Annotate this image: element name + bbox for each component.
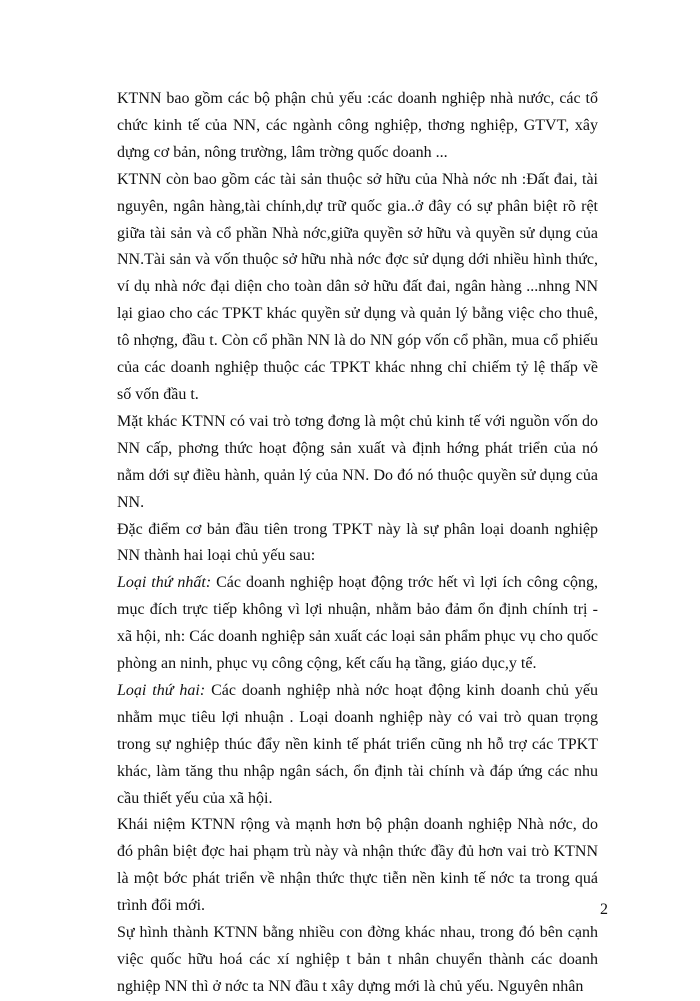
document-body — [117, 86, 598, 1001]
page-number: 2 — [600, 901, 608, 918]
paragraph: Mặt khác KTNN có vai trò tơng đơng là một chủ kinh tế với nguồn vốn do NN cấp, phơng thức hoạt động sản xuất và định hớng phát triển của nó nằm dới sự điều hành, quản lý của NN. Do đó nó thuộc quyền sử dụng của NN. — [117, 412, 598, 511]
paragraph — [117, 678, 598, 813]
paragraph: Sự hình thành KTNN bằng nhiều con đờng khác nhau, trong đó bên cạnh việc quốc hữu hoá các xí nghiệp t bản t nhân chuyển thành các doanh nghiệp NN thì ở nớc ta NN đầu t xây dựng mới là chủ yếu. Nguyên nhân — [117, 924, 598, 995]
paragraph: Khái niệm KTNN rộng và mạnh hơn bộ phận doanh nghiệp Nhà nớc, do đó phân biệt đợc hai phạm trù này và nhận thức đầy đủ hơn vai trò KTNN là một bớc phát triển về nhận thức thực tiễn nền kinh tế nớc ta trong quá trình đổi mới. — [117, 816, 598, 915]
paragraph — [117, 570, 598, 678]
paragraph-text: Các doanh nghiệp nhà nớc hoạt động kinh doanh chủ yếu nhằm mục tiêu lợi nhuận . Loại doanh nghiệp này có vai trò quan trọng trong sự nghiệp thúc đẩy nền kinh tế phát triển cũng nh hỗ trợ các TPKT khác, làm tăng thu nhập ngân sách, ổn định tài chính và đáp ứng các nhu cầu thiết yếu của xã hội. — [117, 681, 598, 807]
paragraph: KTNN bao gồm các bộ phận chủ yếu :các doanh nghiệp nhà nước, các tổ chức kinh tế của NN, các ngành công nghiệp, thơng nghiệp, GTVT, xây dựng cơ bản, nông trường, lâm trờng quốc doanh ... — [117, 90, 598, 161]
paragraph-lead-italic: Loại thứ nhất: — [117, 574, 212, 592]
paragraph: Đặc điểm cơ bản đầu tiên trong TPKT này là sự phân loại doanh nghiệp NN thành hai loại chủ yếu sau: — [117, 520, 598, 565]
paragraph-lead-italic: Loại thứ hai: — [117, 681, 206, 699]
paragraph-text: Các doanh nghiệp hoạt động trớc hết vì lợi ích công cộng, mục đích trực tiếp không vì lợi nhuận, nhằm bảo đảm ổn định chính trị - xã hội, nh: Các doanh nghiệp sản xuất các loại sản phẩm phục vụ cho quốc phòng an ninh, phục vụ công cộng, kết cấu hạ tầng, giáo dục,y tế. — [117, 574, 599, 673]
paragraph: KTNN còn bao gồm các tài sản thuộc sở hữu của Nhà nớc nh :Đất đai, tài nguyên, ngân hàng,tài chính,dự trữ quốc gia..ở đây có sự phân biệt rõ rệt giữa tài sản và cổ phần Nhà nớc,giữa quyền sở hữu và quyền sử dụng của NN.Tài sản và vốn thuộc sở hữu nhà nớc đợc sử dụng dới nhiều hình thức, ví dụ nhà nớc đại diện cho toàn dân sở hữu đất đai, ngân hàng ...nhng NN lại giao cho các TPKT khác quyền sử dụng và quản lý bằng việc cho thuê, tô nhợng, đầu t. Còn cổ phần NN là do NN góp vốn cổ phần, mua cổ phiếu của các doanh nghiệp thuộc các TPKT khác nhng chỉ chiếm tỷ lệ thấp về số vốn đầu t. — [117, 170, 598, 403]
